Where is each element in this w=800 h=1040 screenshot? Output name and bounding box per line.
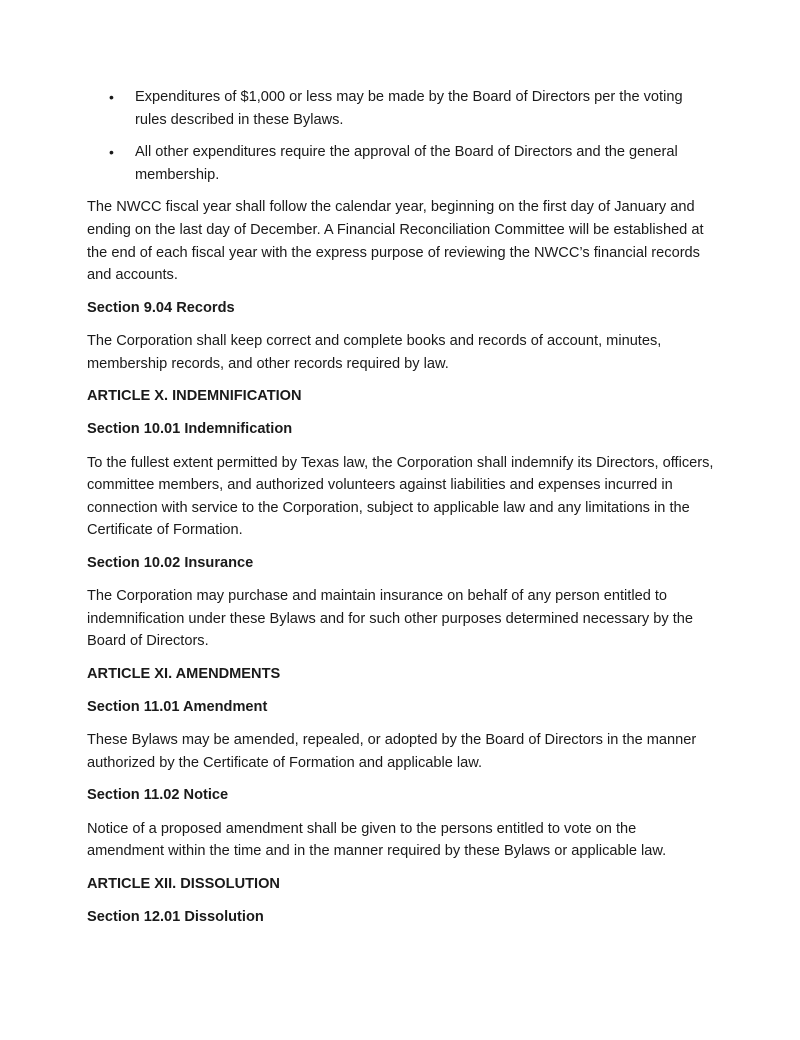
section-11-01-heading: Section 11.01 Amendment xyxy=(87,699,268,716)
section-11-02-heading: Section 11.02 Notice xyxy=(87,787,229,804)
article-xii-heading: ARTICLE XII. DISSOLUTION xyxy=(87,875,280,892)
section-9-04-body: The Corporation shall keep correct and complete books and records of account, minutes, membership records, and other records required by law. xyxy=(87,332,662,372)
section-11-02-body: Notice of a proposed amendment shall be given to the persons entitled to vote on the amendment within the time and in the manner required by these Bylaws or applicable law. xyxy=(87,820,667,860)
section-12-01-heading: Section 12.01 Dissolution xyxy=(87,908,264,925)
section-10-02-body: The Corporation may purchase and maintain insurance on behalf of any person entitled to indemnification under these Bylaws and for such other purposes determined necessary by the Board of Directors. xyxy=(87,588,693,650)
expenditure-bullet-list xyxy=(87,86,717,186)
article-x-heading: ARTICLE X. INDEMNIFICATION xyxy=(87,388,302,405)
bullet-item-expenditures-small xyxy=(87,86,717,131)
section-10-01-heading: Section 10.01 Indemnification xyxy=(87,421,293,438)
section-10-02-heading: Section 10.02 Insurance xyxy=(87,554,254,571)
section-10-01-body: To the fullest extent permitted by Texas law, the Corporation shall indemnify its Directors, officers, committee members, and authorized volunteers against liabilities and expenses incurred in connection with service to the Corporation, subject to applicable law and any limitations in the Certificate of Formation. xyxy=(87,454,714,539)
article-xi-heading: ARTICLE XI. AMENDMENTS xyxy=(87,665,281,682)
bullet-text: Expenditures of $1,000 or less may be made by the Board of Directors per the voting rules described in these Bylaws. xyxy=(135,89,683,128)
bullet-item-expenditures-other xyxy=(87,141,717,186)
fiscal-year-paragraph: The NWCC fiscal year shall follow the calendar year, beginning on the first day of January and ending on the last day of December. A Financial Reconciliation Committee will be established at the end of each fiscal year with the express purpose of reviewing the NWCC’s financial records and accounts. xyxy=(87,199,704,284)
section-9-04-heading: Section 9.04 Records xyxy=(87,299,235,316)
section-11-01-body: These Bylaws may be amended, repealed, or adopted by the Board of Directors in the manner authorized by the Certificate of Formation and applicable law. xyxy=(87,732,697,771)
document-page xyxy=(87,86,717,939)
bullet-icon: • xyxy=(109,144,114,161)
bullet-text: All other expenditures require the approval of the Board of Directors and the general membership. xyxy=(135,144,678,183)
bullet-icon: • xyxy=(109,89,114,105)
